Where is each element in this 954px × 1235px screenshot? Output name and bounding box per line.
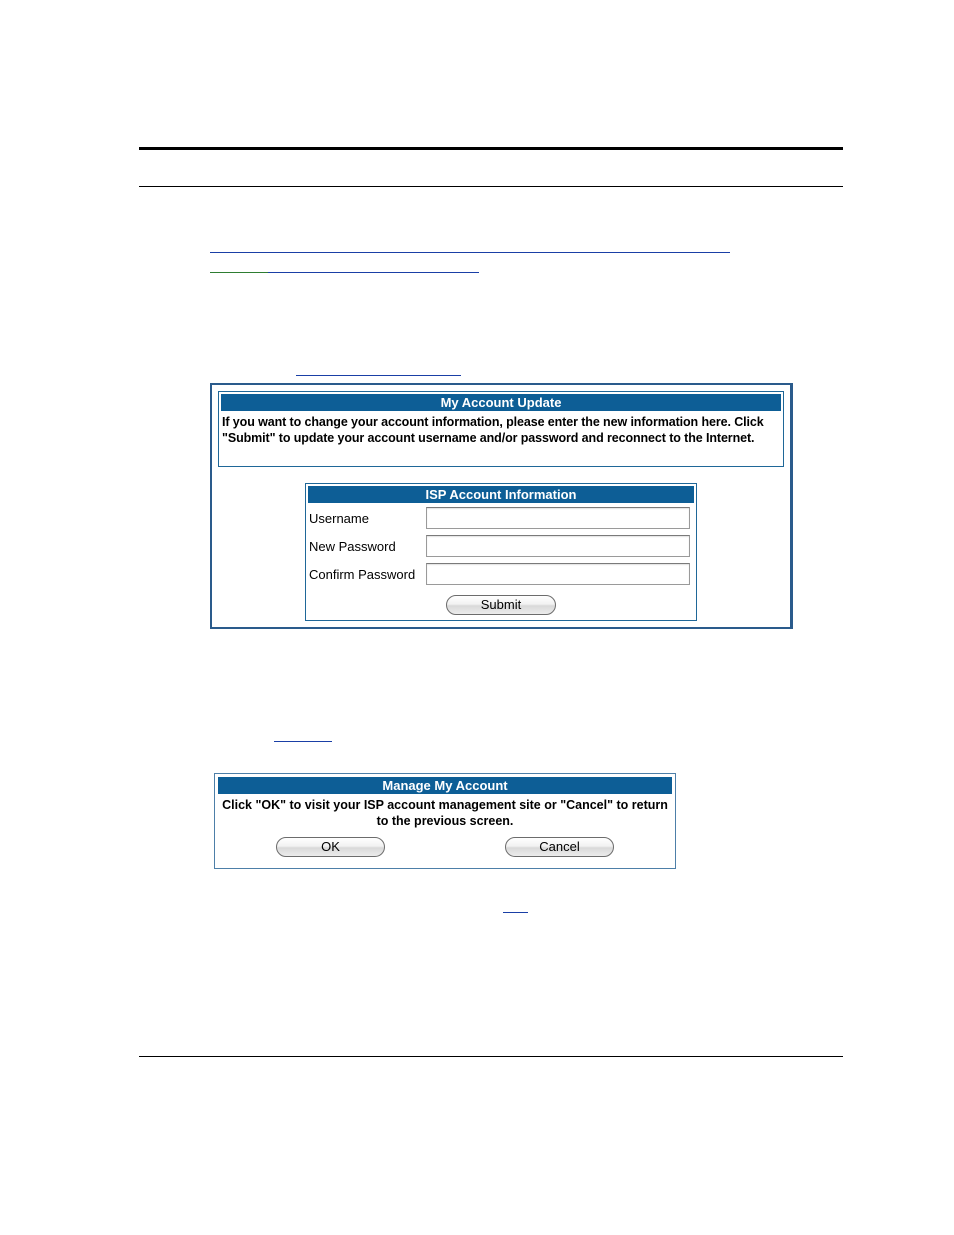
manage-account-panel [214, 773, 676, 869]
confirm-password-label: Confirm Password [309, 567, 416, 582]
manage-account-title: Manage My Account [218, 777, 672, 794]
ok-button[interactable]: OK [276, 837, 385, 857]
new-password-label: New Password [309, 539, 396, 554]
username-label: Username [309, 511, 369, 526]
header-rule-thin [139, 186, 843, 187]
isp-account-panel [305, 483, 697, 621]
isp-account-title: ISP Account Information [308, 486, 694, 503]
confirm-password-input[interactable] [426, 563, 690, 585]
hyperlink-underline[interactable] [268, 272, 479, 273]
submit-button[interactable]: Submit [446, 595, 556, 615]
hyperlink-underline-visited[interactable] [210, 272, 268, 273]
hyperlink-underline[interactable] [503, 912, 528, 913]
footer-rule [139, 1056, 843, 1057]
header-rule-thick [139, 147, 843, 150]
account-update-title: My Account Update [221, 394, 781, 411]
hyperlink-underline[interactable] [210, 252, 730, 253]
cancel-button[interactable]: Cancel [505, 837, 614, 857]
manage-account-description: Click "OK" to visit your ISP account management site or "Cancel" to return to the previous screen. [222, 798, 668, 828]
new-password-input[interactable] [426, 535, 690, 557]
account-update-description: If you want to change your account information, please enter the new information here. Click "Submit" to update your account username and/or password and reconnect to the Internet. [222, 415, 764, 445]
hyperlink-underline[interactable] [296, 375, 461, 376]
username-input[interactable] [426, 507, 690, 529]
account-update-panel [210, 383, 793, 629]
account-update-box [218, 391, 784, 467]
hyperlink-underline[interactable] [274, 741, 332, 742]
